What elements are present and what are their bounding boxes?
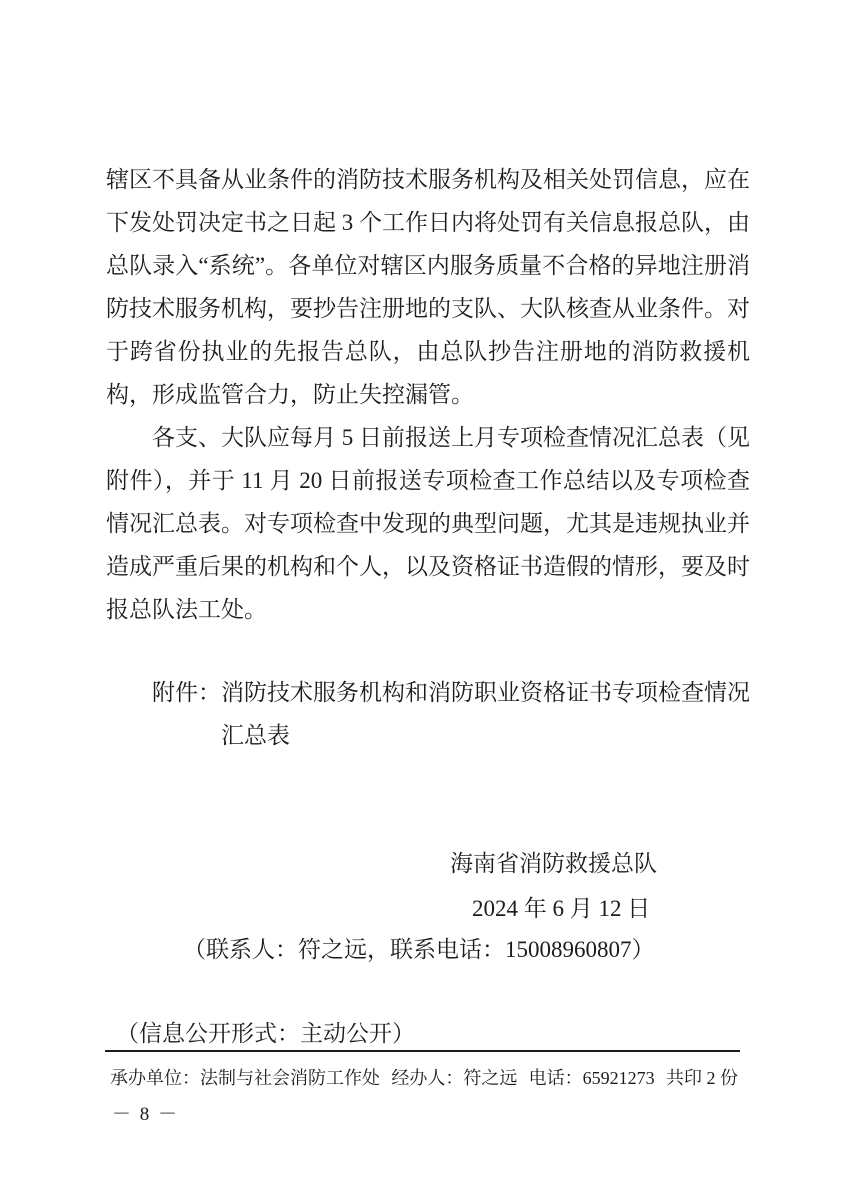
signature-contact-line: （联系人：符之远，联系电话：15008960807） bbox=[183, 937, 655, 962]
signature-issuer: 海南省消防救援总队 bbox=[450, 851, 657, 876]
handler-label: 经办人： bbox=[391, 1068, 464, 1088]
organizer-label: 承办单位： bbox=[110, 1068, 200, 1088]
phone-item bbox=[529, 1064, 655, 1090]
organizer-value: 法制与社会消防工作处 bbox=[200, 1068, 380, 1088]
disclosure-form-line: （信息公开形式：主动公开） bbox=[116, 1021, 415, 1046]
attachment-title: 消防技术服务机构和消防职业资格证书专项检查情况汇总表 bbox=[221, 680, 750, 748]
copies-item: 共印 2 份 bbox=[665, 1068, 738, 1088]
attachment-note bbox=[106, 671, 750, 757]
handler-value: 符之远 bbox=[463, 1068, 518, 1088]
footer-divider bbox=[105, 1050, 740, 1052]
phone-value: 65921273 bbox=[582, 1068, 655, 1088]
page-number: － 8 － bbox=[112, 1104, 180, 1125]
body-paragraph-2: 各支、大队应每月 5 日前报送上月专项检查情况汇总表（见附件），并于 11 月 20 日前报送专项检查工作总结以及专项检查情况汇总表。对专项检查中发现的典型问题，尤其是违规执业并造成严重后果的机构和个人，以及资格证书造假的情形，要及时报总队法工处。 bbox=[106, 425, 750, 622]
document-body bbox=[106, 158, 750, 757]
body-paragraph-1: 辖区不具备从业条件的消防技术服务机构及相关处罚信息，应在下发处罚决定书之日起 3 个工作日内将处罚有关信息报总队，由总队录入“系统”。各单位对辖区内服务质量不合格的异地注册消防技术服务机构，要抄告注册地的支队、大队核查从业条件。对于跨省份执业的先报告总队，由总队抄告注册地的消防救援机构，形成监管合力，防止失控漏管。 bbox=[106, 167, 750, 407]
attachment-label: 附件： bbox=[152, 680, 221, 705]
phone-label: 电话： bbox=[528, 1068, 583, 1088]
footer-meta-row bbox=[110, 1064, 738, 1090]
handler-item bbox=[391, 1064, 517, 1090]
signature-date: 2024 年 6 月 12 日 bbox=[472, 896, 651, 921]
organizer-item bbox=[110, 1064, 380, 1090]
